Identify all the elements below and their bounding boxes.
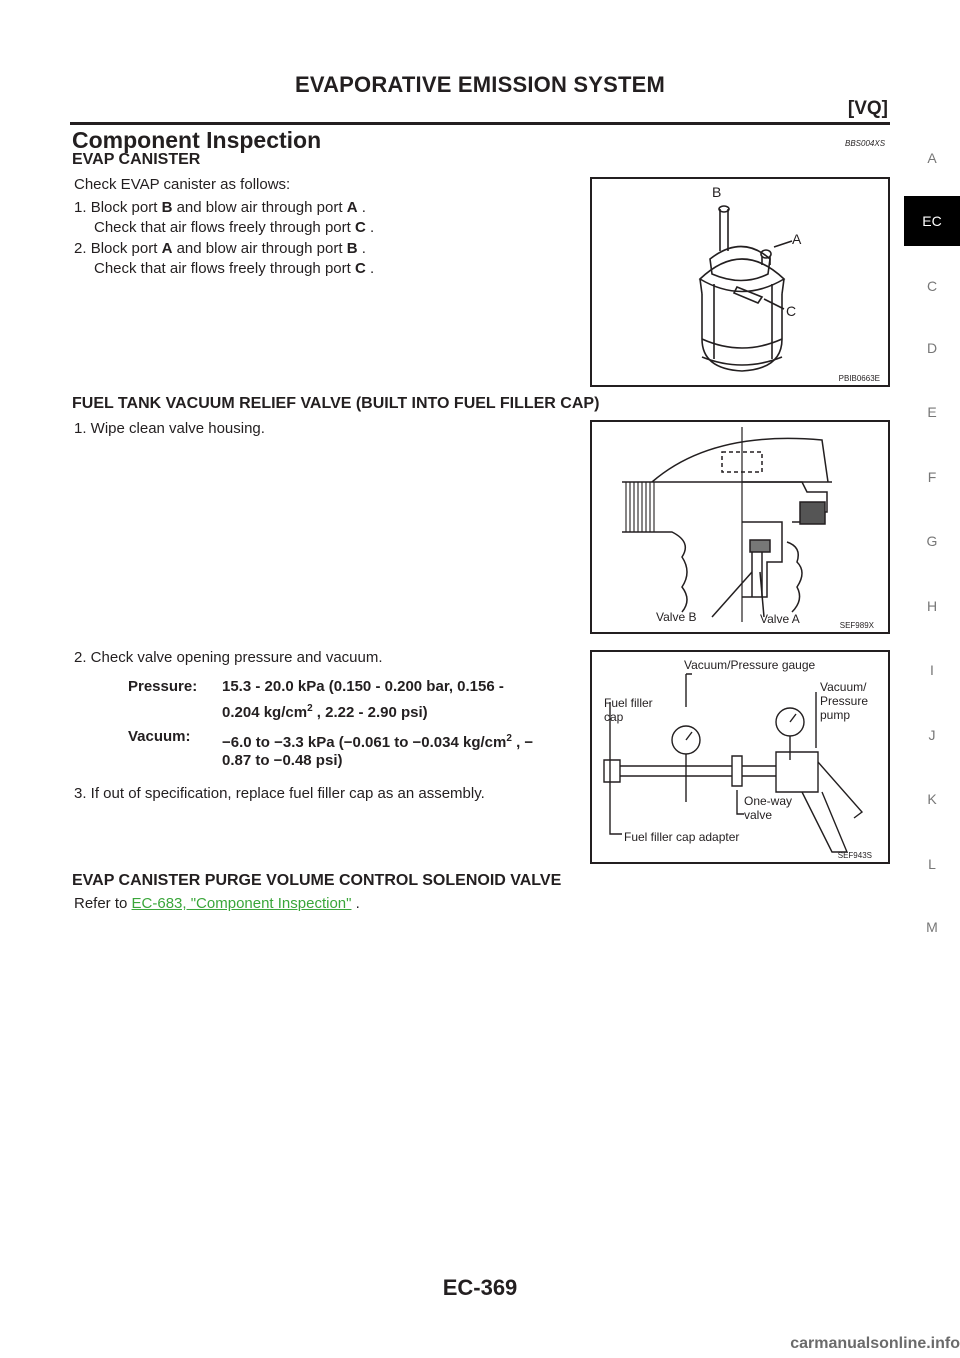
valve-a-label: Valve A [760, 612, 800, 626]
index-tab-m[interactable]: M [926, 919, 938, 935]
vacuum-value-line-2: 0.87 to −0.48 psi) [222, 752, 343, 769]
index-tab-e[interactable]: E [927, 404, 937, 420]
component-inspection-link[interactable]: EC-683, "Component Inspection" [131, 895, 352, 912]
evap-step-2b: Check that air flows freely through port C . [94, 260, 375, 277]
index-tab-g[interactable]: G [926, 533, 938, 549]
purge-valve-refer: Refer to EC-683, "Component Inspection" . [74, 895, 360, 912]
index-tab-l[interactable]: L [928, 856, 936, 872]
port-c-label: C [786, 303, 797, 319]
pressure-value-line-1: 15.3 - 20.0 kPa (0.150 - 0.200 bar, 0.156 - [222, 678, 504, 695]
evap-step-1b: Check that air flows freely through port C . [94, 219, 375, 236]
vacuum-value-line-1: −6.0 to −3.3 kPa (−0.061 to −0.034 $kg/cm^2$ , − [222, 733, 534, 751]
index-tab-d[interactable]: D [926, 340, 938, 356]
index-tab-c[interactable]: C [926, 278, 938, 294]
evap-canister-heading: EVAP CANISTER [72, 151, 201, 168]
side-index [904, 0, 960, 1358]
filler-cap-figure [590, 420, 890, 634]
pressure-value-line-2: 0.204 $kg/cm^2$ , 2.22 - 2.90 psi) [222, 703, 428, 721]
index-tab-i[interactable]: I [930, 662, 934, 678]
gauge-label: Vacuum/Pressure gauge [684, 658, 816, 672]
watermark: carmanualsonline.info [790, 1335, 960, 1352]
valve-b-label: Valve B [656, 610, 697, 624]
evap-step-2: 2. Block port A and blow air through port B . [74, 240, 366, 257]
index-tab-h[interactable]: H [926, 598, 938, 614]
figure-code: SEF943S [837, 851, 872, 860]
relief-step-2: 2. Check valve opening pressure and vacuum. [74, 649, 383, 666]
one-way-valve-label: One-way valve [744, 794, 793, 822]
canister-illustration [592, 179, 888, 385]
header-rule [70, 122, 890, 125]
index-tab-k[interactable]: K [927, 791, 937, 807]
relief-valve-heading: FUEL TANK VACUUM RELIEF VALVE (BUILT INTO FUEL FILLER CAP) [72, 395, 600, 412]
purge-valve-heading: EVAP CANISTER PURGE VOLUME CONTROL SOLENOID VALVE [72, 872, 562, 889]
figure-code: PBIB0663E [838, 374, 880, 383]
relief-step-3: 3. If out of specification, replace fuel filler cap as an assembly. [74, 785, 485, 802]
index-tab-j[interactable]: J [928, 727, 936, 743]
page-title: EVAPORATIVE EMISSION SYSTEM [294, 72, 666, 97]
section-code: [VQ] [847, 98, 888, 119]
evap-step-1: 1. Block port B and blow air through port A . [74, 199, 366, 216]
port-b-label: B [712, 184, 722, 200]
evap-canister-figure [590, 177, 890, 387]
page-number: EC-369 [442, 1275, 518, 1300]
port-a-label: A [792, 231, 802, 247]
figure-code: SEF989X [839, 621, 874, 630]
doc-id: BBS004XS [845, 139, 886, 148]
index-tab-a[interactable]: A [927, 150, 937, 166]
filler-cap-illustration [592, 422, 888, 632]
index-tab-ec[interactable]: EC [904, 196, 960, 246]
index-tab-f[interactable]: F [927, 469, 937, 485]
adapter-label: Fuel filler cap adapter [624, 830, 740, 844]
main-heading: Component Inspection [72, 127, 322, 153]
evap-canister-intro: Check EVAP canister as follows: [74, 176, 291, 193]
vacuum-test-figure [590, 650, 890, 864]
pressure-label: Pressure: [128, 678, 198, 695]
cap-label: Fuel filler cap [604, 696, 653, 724]
pump-label: Vacuum/ Pressure pump [820, 680, 869, 722]
vacuum-label: Vacuum: [128, 728, 191, 745]
relief-step-1: 1. Wipe clean valve housing. [74, 420, 265, 437]
